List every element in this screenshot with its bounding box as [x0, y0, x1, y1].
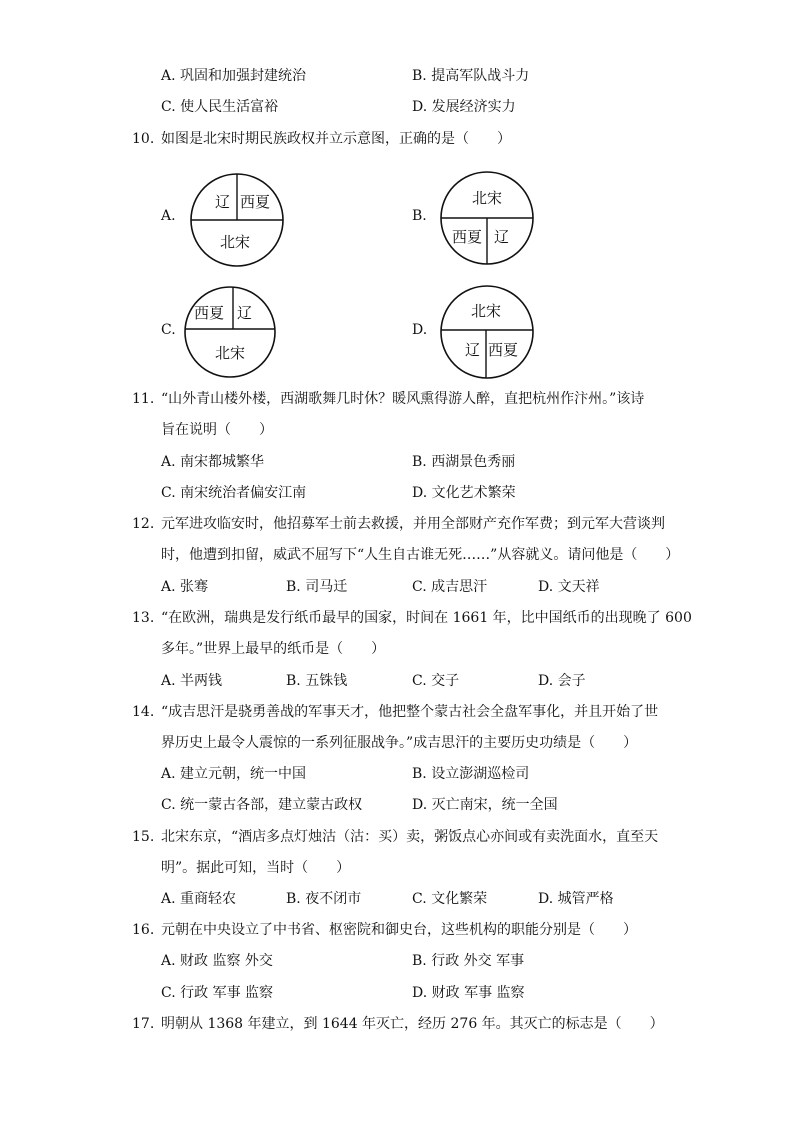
q16-number: 16.	[132, 922, 155, 938]
q16-stem-line1: 元朝在中央设立了中书省、枢密院和御史台，这些机构的职能分别是（ ）	[161, 922, 637, 938]
q16-option-b: B. 行政 外交 军事	[412, 953, 525, 969]
q12-option-a: A. 张骞	[161, 579, 209, 595]
q9-option-c: C. 使人民生活富裕	[161, 99, 279, 115]
q15-option-a: A. 重商轻农	[161, 891, 237, 907]
q10-c-top-right: 辽	[237, 304, 253, 322]
q11-option-a: A. 南宋都城繁华	[161, 454, 265, 470]
q10-option-b-label: B.	[412, 208, 427, 224]
q17-stem-line1: 明朝从 1368 年建立，到 1644 年灭亡，经历 276 年。其灭亡的标志是（ ）	[161, 1016, 664, 1032]
q10-a-top-left: 辽	[215, 193, 231, 211]
q10-d-bottom-right: 西夏	[488, 341, 519, 359]
q16-option-d: D. 财政 军事 监察	[412, 985, 525, 1001]
q14-stem-line1: “成吉思汗是骁勇善战的军事天才，他把整个蒙古社会全盘军事化，并且开始了世	[161, 704, 659, 720]
q10-d-bottom-left: 辽	[465, 341, 481, 359]
q9-option-b: B. 提高军队战斗力	[412, 68, 530, 84]
q10-c-top-left: 西夏	[194, 304, 225, 322]
q11-stem-line2: 旨在说明（ ）	[161, 422, 273, 438]
q10-option-d-label: D.	[412, 322, 428, 338]
q14-option-b: B. 设立澎湖巡检司	[412, 766, 530, 782]
q11-option-d: D. 文化艺术繁荣	[412, 485, 516, 501]
q13-number: 13.	[132, 610, 155, 626]
q10-a-bottom: 北宋	[220, 233, 251, 251]
q13-option-c: C. 交子	[412, 673, 460, 689]
q10-number: 10.	[132, 131, 155, 147]
q15-option-d: D. 城管严格	[538, 891, 614, 907]
q15-stem-line1: 北宋东京，“酒店多点灯烛沽（沽：买）卖，粥饭点心亦间或有卖洗面水，直至天	[161, 829, 659, 845]
q14-number: 14.	[132, 704, 155, 720]
q10-d-top: 北宋	[471, 302, 502, 320]
q14-option-c: C. 统一蒙古各部，建立蒙古政权	[161, 797, 363, 813]
q15-number: 15.	[132, 829, 155, 845]
q10-diagram-d	[438, 283, 536, 385]
q13-stem-line2: 多年。”世界上最早的纸币是（ ）	[161, 641, 386, 657]
q10-c-bottom: 北宋	[215, 344, 246, 362]
q11-stem-line1: “山外青山楼外楼，西湖歌舞几时休？暖风熏得游人醉，直把杭州作汴州。”该诗	[161, 391, 645, 407]
q10-b-bottom-right: 辽	[494, 228, 510, 246]
q11-option-b: B. 西湖景色秀丽	[412, 454, 516, 470]
q11-option-c: C. 南宋统治者偏安江南	[161, 485, 307, 501]
q9-option-d: D. 发展经济实力	[412, 99, 516, 115]
q17-number: 17.	[132, 1016, 155, 1032]
q10-diagram-a	[188, 171, 286, 273]
q10-option-a-label: A.	[161, 208, 176, 224]
q9-option-a: A. 巩固和加强封建统治	[161, 68, 307, 84]
q10-a-top-right: 西夏	[240, 193, 271, 211]
q16-option-c: C. 行政 军事 监察	[161, 985, 274, 1001]
q12-stem-line1: 元军进攻临安时，他招募军士前去救援，并用全部财产充作军费；到元军大营谈判	[161, 516, 665, 532]
q10-diagram-b	[438, 169, 536, 271]
q12-number: 12.	[132, 516, 155, 532]
q14-option-a: A. 建立元朝，统一中国	[161, 766, 307, 782]
q12-option-b: B. 司马迁	[286, 579, 348, 595]
q13-option-d: D. 会子	[538, 673, 586, 689]
q12-stem-line2: 时，他遭到扣留，威武不屈写下“人生自古谁无死……”从容就义。请问他是（ ）	[161, 547, 680, 563]
q10-stem: 如图是北宋时期民族政权并立示意图，正确的是（ ）	[161, 131, 511, 147]
q15-option-c: C. 文化繁荣	[412, 891, 488, 907]
q12-option-c: C. 成吉思汗	[412, 579, 488, 595]
q12-option-d: D. 文天祥	[538, 579, 600, 595]
q10-option-c-label: C.	[161, 322, 176, 338]
q13-option-b: B. 五铢钱	[286, 673, 348, 689]
q11-number: 11.	[132, 391, 155, 407]
q10-b-bottom-left: 西夏	[452, 228, 483, 246]
q16-option-a: A. 财政 监察 外交	[161, 953, 273, 969]
q15-option-b: B. 夜不闭市	[286, 891, 362, 907]
q15-stem-line2: 明”。据此可知，当时（ ）	[161, 860, 351, 876]
q13-stem-line1: “在欧洲，瑞典是发行纸币最早的国家，时间在 1661 年，比中国纸币的出现晚了 600	[161, 610, 692, 626]
q14-stem-line2: 界历史上最令人震惊的一系列征服战争。”成吉思汗的主要历史功绩是（ ）	[161, 735, 638, 751]
q10-diagram-c	[182, 284, 278, 384]
q10-b-top: 北宋	[472, 189, 503, 207]
q14-option-d: D. 灭亡南宋，统一全国	[412, 797, 558, 813]
q13-option-a: A. 半两钱	[161, 673, 223, 689]
